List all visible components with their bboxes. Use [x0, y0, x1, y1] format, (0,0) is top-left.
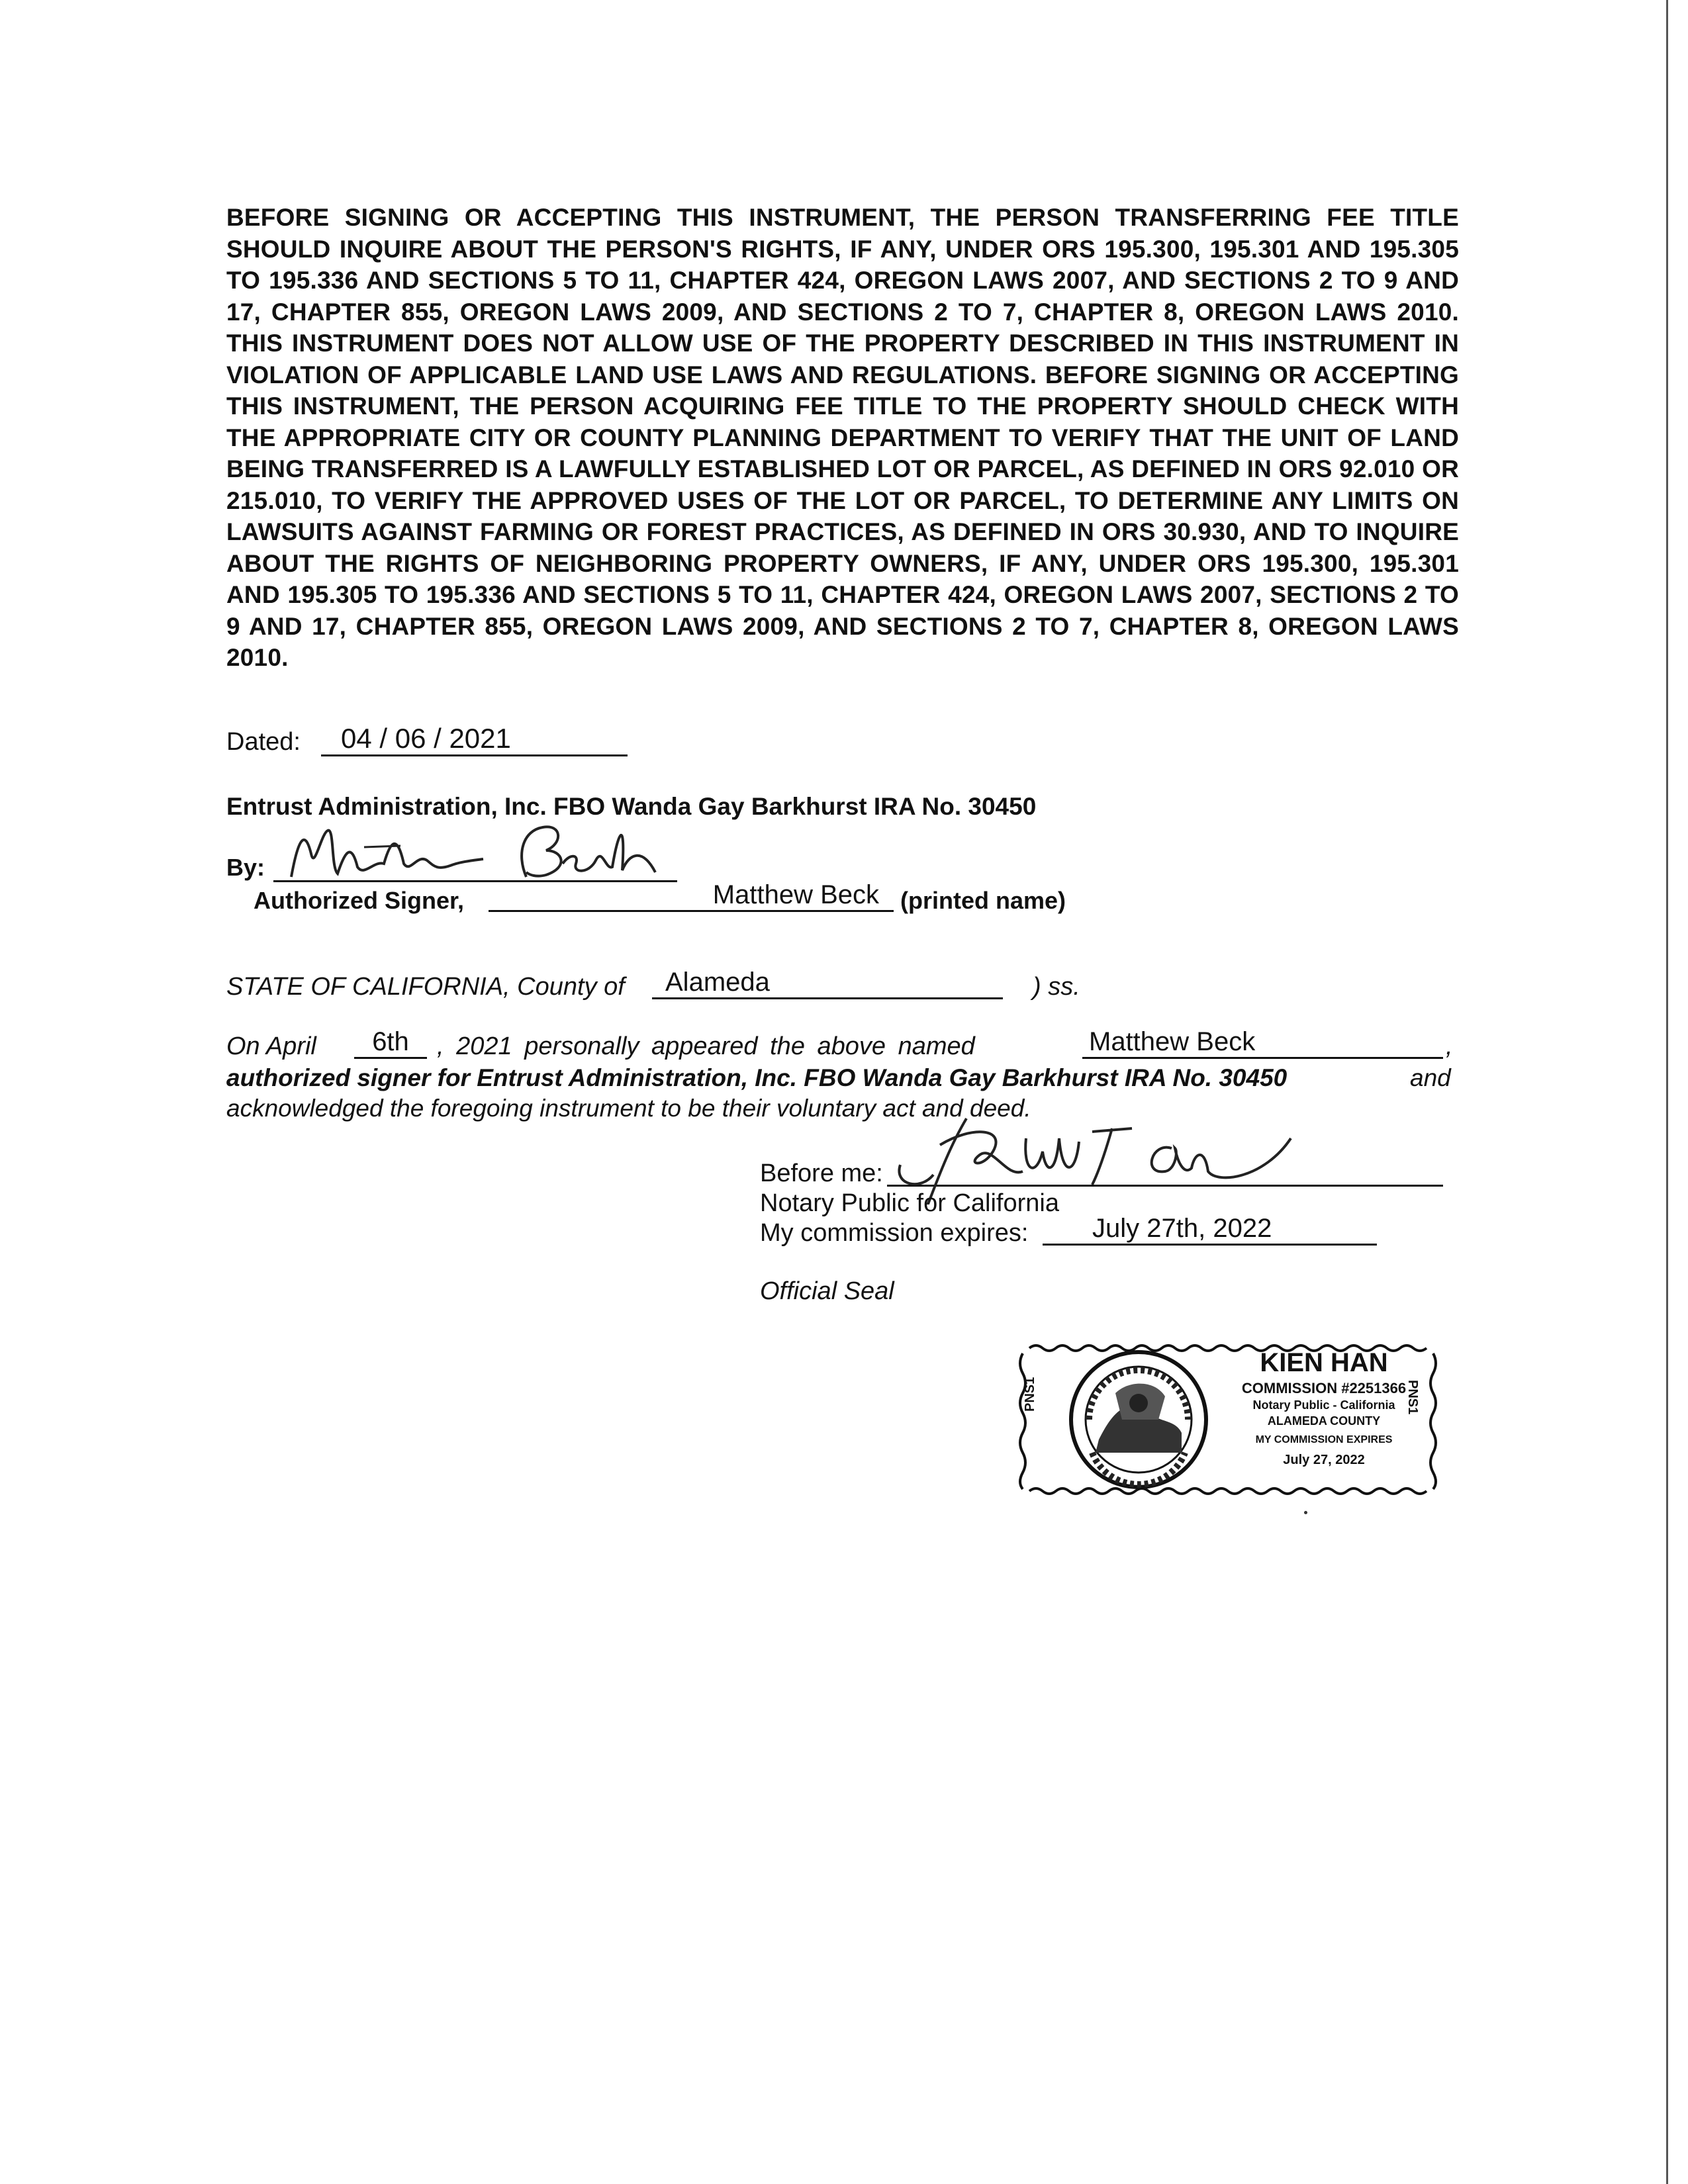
dated-value: 04 / 06 / 2021	[321, 723, 628, 756]
printed-name-label: (printed name)	[900, 887, 1066, 914]
ack-line2-and: and	[1410, 1064, 1451, 1091]
scan-speck	[1304, 1511, 1307, 1514]
seal-expires-date: July 27, 2022	[1283, 1453, 1365, 1467]
ack-year-text: , 2021 personally appeared the above named	[437, 1032, 975, 1060]
seal-name: KIEN HAN	[1260, 1348, 1388, 1377]
ack-comma: ,	[1446, 1032, 1453, 1060]
notary-seal-stamp	[1016, 1340, 1440, 1499]
grantor-signature	[285, 814, 669, 887]
printed-name-value: Matthew Beck	[489, 880, 894, 912]
by-label: By:	[226, 854, 265, 881]
authorized-signer-label: Authorized Signer,	[254, 887, 465, 914]
commission-expires-label: My commission expires:	[760, 1219, 1029, 1247]
seal-county: ALAMEDA COUNTY	[1267, 1414, 1381, 1428]
venue-state-label: STATE OF CALIFORNIA, County of	[226, 973, 625, 1001]
seal-side-left: PNS1	[1023, 1377, 1037, 1412]
seal-commission: COMMISSION #2251366	[1241, 1380, 1407, 1396]
seal-side-right: PNS1	[1405, 1380, 1420, 1415]
before-me-label: Before me:	[760, 1160, 883, 1187]
page-edge-line	[1666, 0, 1668, 2184]
ack-line2: authorized signer for Entrust Administration, Inc. FBO Wanda Gay Barkhurst IRA No. 30450	[226, 1064, 1288, 1091]
dated-label: Dated:	[226, 728, 301, 756]
ack-day: 6th	[354, 1027, 427, 1059]
ack-line3: acknowledged the foregoing instrument to be their voluntary act and deed.	[226, 1095, 1031, 1122]
official-seal-label: Official Seal	[760, 1277, 894, 1305]
grantor-entity: Entrust Administration, Inc. FBO Wanda Gay Barkhurst IRA No. 30450	[226, 793, 1037, 820]
ack-on: On April	[226, 1032, 316, 1060]
venue-ss: ) ss.	[1033, 973, 1080, 1001]
venue-county: Alameda	[652, 968, 1003, 999]
ack-name: Matthew Beck	[1082, 1027, 1443, 1059]
notary-public-label: Notary Public for California	[760, 1189, 1059, 1217]
commission-expires-value: July 27th, 2022	[1043, 1214, 1377, 1246]
disclaimer-paragraph: BEFORE SIGNING OR ACCEPTING THIS INSTRUMENT, THE PERSON TRANSFERRING FEE TITLE SHOULD INQUIRE ABOUT THE PERSON'S RIGHTS, IF ANY, UNDER ORS 195.300, 195.301 AND 195.305 TO 195.336 AND SECTIONS 5 TO 11, CHAPTER 424, OREGON LAWS 2007, AND SECTIONS 2 TO 9 AND 17, CHAPTER 855, OREGON LAWS 2009, AND SECTIONS 2 TO 7, CHAPTER 8, OREGON LAWS 2010. THIS INSTRUMENT DOES NOT ALLOW USE OF THE PROPERTY DESCRIBED IN THIS INSTRUMENT IN VIOLATION OF APPLICABLE LAND USE LAWS AND REGULATIONS. BEFORE SIGNING OR ACCEPTING THIS INSTRUMENT, THE PERSON ACQUIRING FEE TITLE TO THE PROPERTY SHOULD CHECK WITH THE APPROPRIATE CITY OR COUNTY PLANNING DEPARTMENT TO VERIFY THAT THE UNIT OF LAND BEING TRANSFERRED IS A LAWFULLY ESTABLISHED LOT OR PARCEL, AS DEFINED IN ORS 92.010 OR 215.010, TO VERIFY THE APPROVED USES OF THE LOT OR PARCEL, TO DETERMINE ANY LIMITS ON LAWSUITS AGAINST FARMING OR FOREST PRACTICES, AS DEFINED IN ORS 30.930, AND TO INQUIRE ABOUT THE RIGHTS OF NEIGHBORING PROPERTY OWNERS, IF ANY, UNDER ORS 195.300, 195.301 AND 195.305 TO 195.336 AND SECTIONS 5 TO 11, CHAPTER 424, OREGON LAWS 2007, SECTIONS 2 TO 9 AND 17, CHAPTER 855, OREGON LAWS 2009, AND SECTIONS 2 TO 7, CHAPTER 8, OREGON LAWS 2010.	[226, 204, 1459, 671]
seal-notary-line: Notary Public - California	[1252, 1398, 1395, 1412]
seal-expires-label: MY COMMISSION EXPIRES	[1255, 1434, 1393, 1445]
